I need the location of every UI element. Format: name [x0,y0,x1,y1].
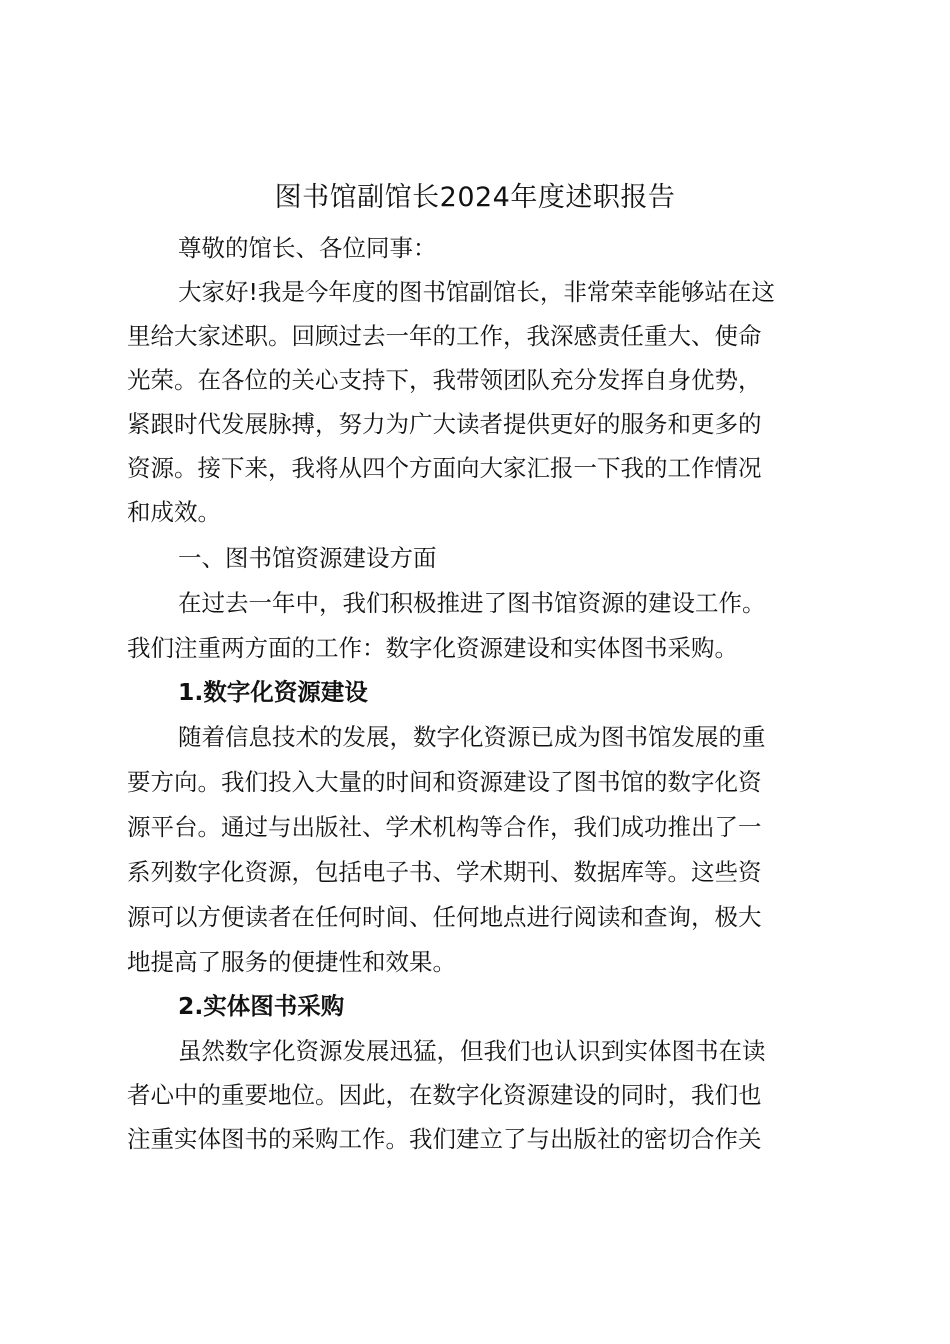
paragraph-1-line-5: 资源。接下来，我将从四个方面向大家汇报一下我的工作情况 [127,454,762,482]
paragraph-3-line-1: 随着信息技术的发展，数字化资源已成为图书馆发展的重 [178,723,766,751]
paragraph-3-line-2: 要方向。我们投入大量的时间和资源建设了图书馆的数字化资 [127,768,762,796]
paragraph-1-line-1: 大家好!我是今年度的图书馆副馆长，非常荣幸能够站在这 [178,278,775,306]
paragraph-1-line-6: 和成效。 [127,498,221,526]
paragraph-2-line-1: 在过去一年中，我们积极推进了图书馆资源的建设工作。 [178,589,766,617]
paragraph-3-line-6: 地提高了服务的便捷性和效果。 [127,948,456,976]
greeting: 尊敬的馆长、各位同事： [178,234,437,262]
paragraph-1-line-4: 紧跟时代发展脉搏，努力为广大读者提供更好的服务和更多的 [127,410,762,438]
paragraph-3-line-3: 源平台。通过与出版社、学术机构等合作，我们成功推出了一 [127,813,762,841]
section-heading-1: 一、图书馆资源建设方面 [178,544,437,572]
paragraph-4-line-2: 者心中的重要地位。因此，在数字化资源建设的同时，我们也 [127,1081,762,1109]
document-title: 图书馆副馆长2024年度述职报告 [274,182,676,213]
paragraph-2-line-2: 我们注重两方面的工作：数字化资源建设和实体图书采购。 [127,634,738,662]
paragraph-1-line-2: 里给大家述职。回顾过去一年的工作，我深感责任重大、使命 [127,322,762,350]
subheading-physical-books: 2.实体图书采购 [178,992,345,1020]
paragraph-4-line-1: 虽然数字化资源发展迅猛，但我们也认识到实体图书在读 [178,1037,766,1065]
paragraph-3-line-4: 系列数字化资源，包括电子书、学术期刊、数据库等。这些资 [127,858,762,886]
subheading-digital-resources: 1.数字化资源建设 [178,678,368,706]
paragraph-4-line-3: 注重实体图书的采购工作。我们建立了与出版社的密切合作关 [127,1125,762,1153]
paragraph-3-line-5: 源可以方便读者在任何时间、任何地点进行阅读和查询，极大 [127,903,762,931]
paragraph-1-line-3: 光荣。在各位的关心支持下，我带领团队充分发挥自身优势， [127,366,762,394]
